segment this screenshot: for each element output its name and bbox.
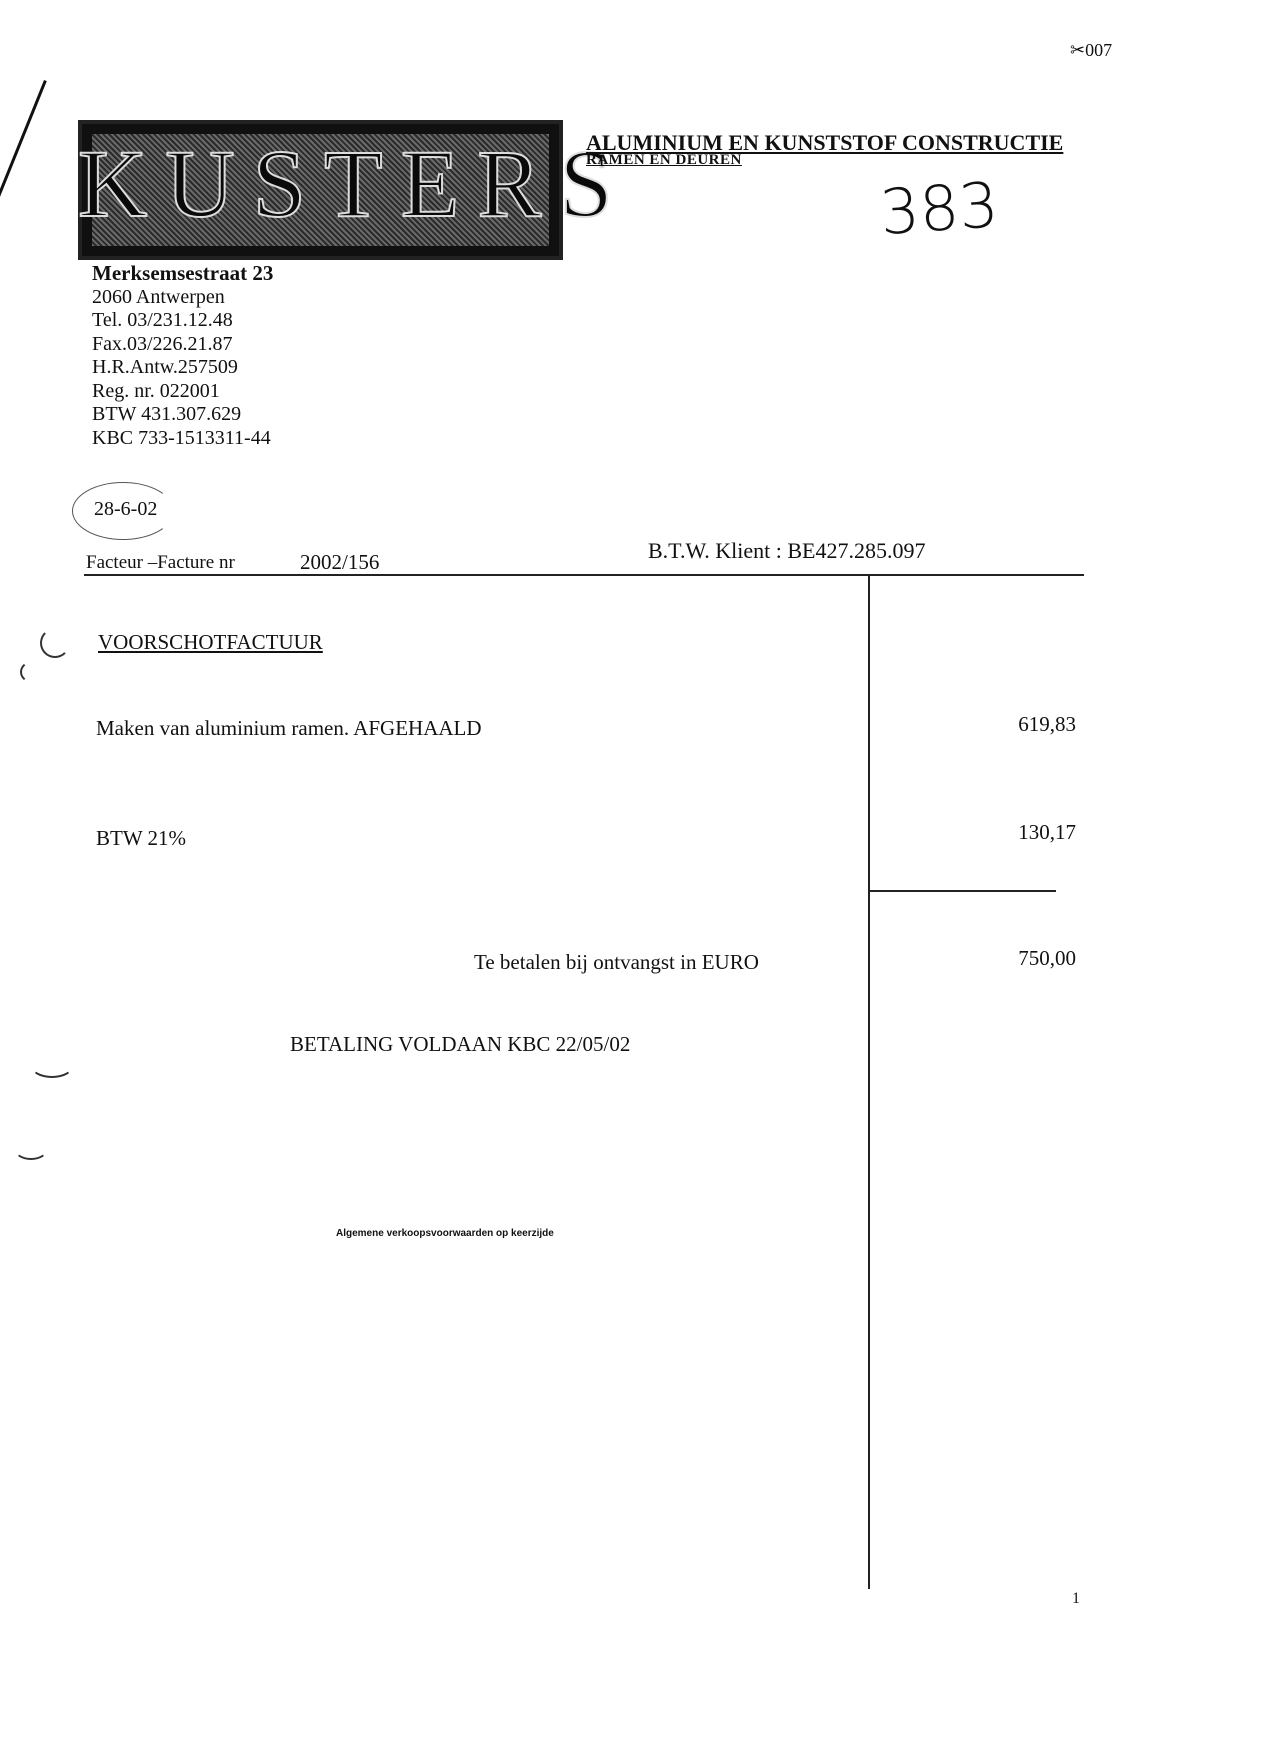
vat-amount: 130,17 (1018, 820, 1076, 844)
handwritten-number: 383 (877, 167, 1001, 250)
company-address (92, 262, 273, 450)
company-subtitle: RAMEN EN DEUREN (586, 152, 742, 168)
punch-mark (40, 628, 70, 658)
address-city: 2060 Antwerpen (92, 285, 225, 308)
page-number: 1 (1072, 1590, 1080, 1607)
address-hr: H.R.Antw.257509 (92, 356, 238, 378)
header-rule (84, 574, 1084, 576)
invoice-number-label: Facteur –Facture nr (86, 552, 235, 573)
handwritten-slash-mark (0, 80, 47, 262)
invoice-number: 2002/156 (300, 550, 380, 574)
invoice-date: 28-6-02 (94, 498, 158, 520)
total-label: Te betalen bij ontvangst in EURO (474, 950, 759, 974)
terms-note: Algemene verkoopsvoorwaarden op keerzijde (336, 1228, 554, 1239)
punch-mark (20, 660, 50, 684)
section-title: VOORSCHOTFACTUUR (98, 630, 323, 654)
address-tel: Tel. 03/231.12.48 (92, 309, 233, 331)
vat-description: BTW 21% (96, 826, 187, 850)
address-street: Merksemsestraat 23 (92, 261, 274, 285)
amount-column-divider (868, 574, 870, 1589)
total-amount: 750,00 (1018, 946, 1076, 970)
address-btw: BTW 431.307.629 (92, 403, 242, 425)
address-kbc: KBC 733-1513311-44 (92, 426, 271, 449)
logo-text: KUSTERS (78, 130, 631, 237)
punch-mark (14, 1138, 48, 1160)
line-item-amount: 619,83 (1018, 712, 1076, 736)
company-title: ALUMINIUM EN KUNSTSTOF CONSTRUCTIE (586, 130, 1064, 155)
address-fax: Fax.03/226.21.87 (92, 332, 233, 355)
subtotal-rule (868, 890, 1056, 892)
company-logo (78, 120, 631, 260)
line-item-description: Maken van aluminium ramen. AFGEHAALD (96, 716, 482, 740)
client-vat: B.T.W. Klient : BE427.285.097 (648, 538, 926, 563)
payment-note: BETALING VOLDAAN KBC 22/05/02 (290, 1032, 631, 1056)
punch-mark (30, 1052, 74, 1078)
fax-page-marker: ✂007 (1070, 40, 1113, 60)
address-reg: Reg. nr. 022001 (92, 379, 220, 402)
